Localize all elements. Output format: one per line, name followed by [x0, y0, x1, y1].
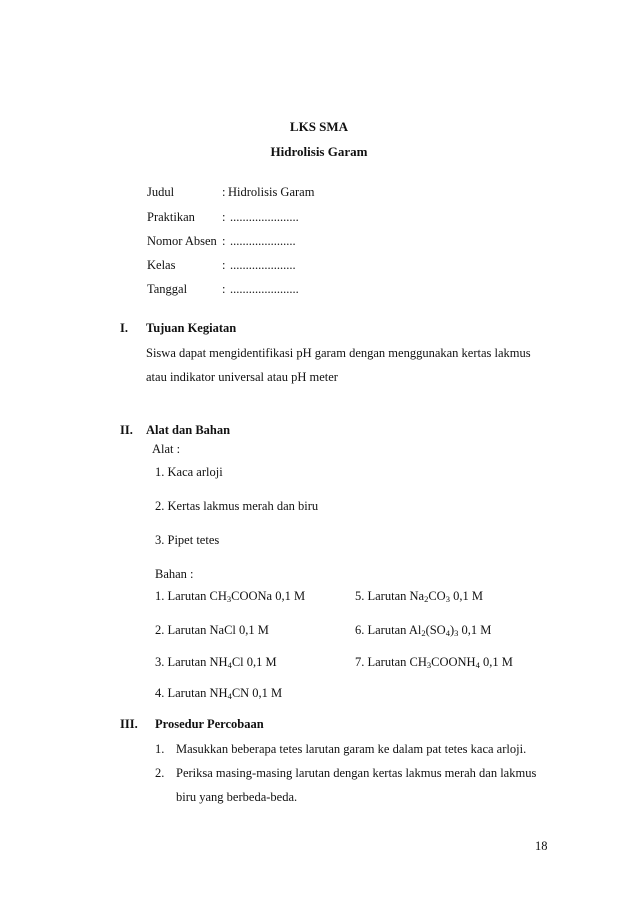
list-item: 2. Kertas lakmus merah dan biru: [155, 499, 319, 513]
formula-text: (SO: [425, 623, 446, 637]
bahan-item: [155, 656, 277, 670]
identity-label: Praktikan: [147, 210, 195, 224]
page-number: 18: [535, 839, 548, 853]
formula-text: NH: [209, 655, 228, 669]
formula-text: CN 0,1 M: [231, 686, 283, 700]
identity-sep: :: [222, 258, 226, 272]
identity-label: Judul: [147, 185, 175, 199]
formula-text: Na: [409, 589, 425, 603]
formula-text: NaCl 0,1 M: [209, 623, 269, 637]
bahan-prefix: 2. Larutan: [155, 623, 210, 637]
formula-text: 0,1 M: [479, 655, 513, 669]
identity-sep: :: [222, 282, 226, 296]
formula-text: 0,1 M: [458, 623, 492, 637]
formula-text: NH: [209, 686, 228, 700]
formula-subscript: 2: [421, 628, 426, 638]
bahan-prefix: 5. Larutan: [355, 589, 410, 603]
bahan-item: [355, 656, 513, 670]
step-number: 1.: [155, 742, 165, 756]
formula-subscript: 3: [445, 594, 450, 604]
doc-subtitle: Hidrolisis Garam: [270, 144, 368, 159]
formula-text: CO: [428, 589, 446, 603]
chemical-formula: [210, 623, 269, 637]
section-title: Prosedur Percobaan: [155, 717, 264, 731]
bahan-prefix: 3. Larutan: [155, 655, 210, 669]
identity-value: ......................: [230, 210, 299, 224]
bahan-item: [355, 590, 483, 604]
identity-value: ......................: [230, 282, 299, 296]
formula-text: COONH: [431, 655, 476, 669]
chemical-formula: [210, 655, 277, 669]
list-item: 3. Pipet tetes: [155, 533, 220, 547]
formula-text: ): [449, 623, 455, 637]
step-number: 2.: [155, 766, 165, 780]
section-number: II.: [120, 423, 133, 437]
formula-subscript: 2: [424, 594, 429, 604]
chemical-formula: [409, 623, 492, 637]
chemical-formula: [210, 589, 306, 603]
formula-subscript: 4: [227, 691, 232, 701]
bahan-item: [155, 687, 282, 701]
identity-label: Kelas: [147, 258, 176, 272]
formula-text: 0,1 M: [449, 589, 483, 603]
identity-value: Hidrolisis Garam: [228, 185, 315, 199]
bahan-item: [355, 624, 491, 638]
formula-text: Cl 0,1 M: [231, 655, 277, 669]
formula-text: CH: [209, 589, 227, 603]
identity-sep: :: [222, 210, 226, 224]
identity-value: .....................: [230, 258, 296, 272]
identity-label: Nomor Absen: [147, 234, 217, 248]
identity-sep: :: [222, 185, 226, 199]
section-title: Tujuan Kegiatan: [146, 321, 237, 335]
section-text: atau indikator universal atau pH meter: [146, 370, 338, 384]
chemical-formula: [410, 589, 483, 603]
section-number: I.: [120, 321, 128, 335]
formula-text: Al: [408, 623, 422, 637]
formula-text: COONa 0,1 M: [231, 589, 306, 603]
alat-label: Alat :: [152, 442, 181, 456]
bahan-prefix: 1. Larutan: [155, 589, 210, 603]
formula-subscript: 4: [227, 660, 232, 670]
formula-subscript: 4: [475, 660, 480, 670]
section-number: III.: [120, 717, 138, 731]
step-text: Masukkan beberapa tetes larutan garam ke dalam pat tetes kaca arloji.: [176, 742, 527, 756]
bahan-prefix: 6. Larutan: [355, 623, 409, 637]
section-text: Siswa dapat mengidentifikasi pH garam dengan menggunakan kertas lakmus: [146, 346, 531, 360]
formula-subscript: 3: [426, 660, 432, 670]
chemical-formula: [410, 655, 513, 669]
bahan-label: Bahan :: [155, 567, 194, 581]
bahan-item: [155, 624, 269, 637]
identity-label: Tanggal: [147, 282, 188, 296]
doc-title: LKS SMA: [289, 119, 349, 134]
step-text: Periksa masing-masing larutan dengan kertas lakmus merah dan lakmus: [176, 766, 537, 780]
formula-subscript: 3: [226, 594, 232, 604]
bahan-prefix: 4. Larutan: [155, 686, 210, 700]
identity-value: .....................: [230, 234, 296, 248]
formula-text: CH: [409, 655, 427, 669]
bahan-prefix: 7. Larutan: [355, 655, 410, 669]
list-item: 1. Kaca arloji: [155, 465, 223, 479]
identity-sep: :: [222, 234, 226, 248]
chemical-formula: [210, 686, 283, 700]
bahan-item: [155, 590, 305, 604]
step-text: biru yang berbeda-beda.: [176, 790, 298, 804]
formula-subscript: 4: [445, 628, 450, 638]
section-title: Alat dan Bahan: [146, 423, 231, 437]
formula-subscript: 3: [454, 628, 459, 638]
